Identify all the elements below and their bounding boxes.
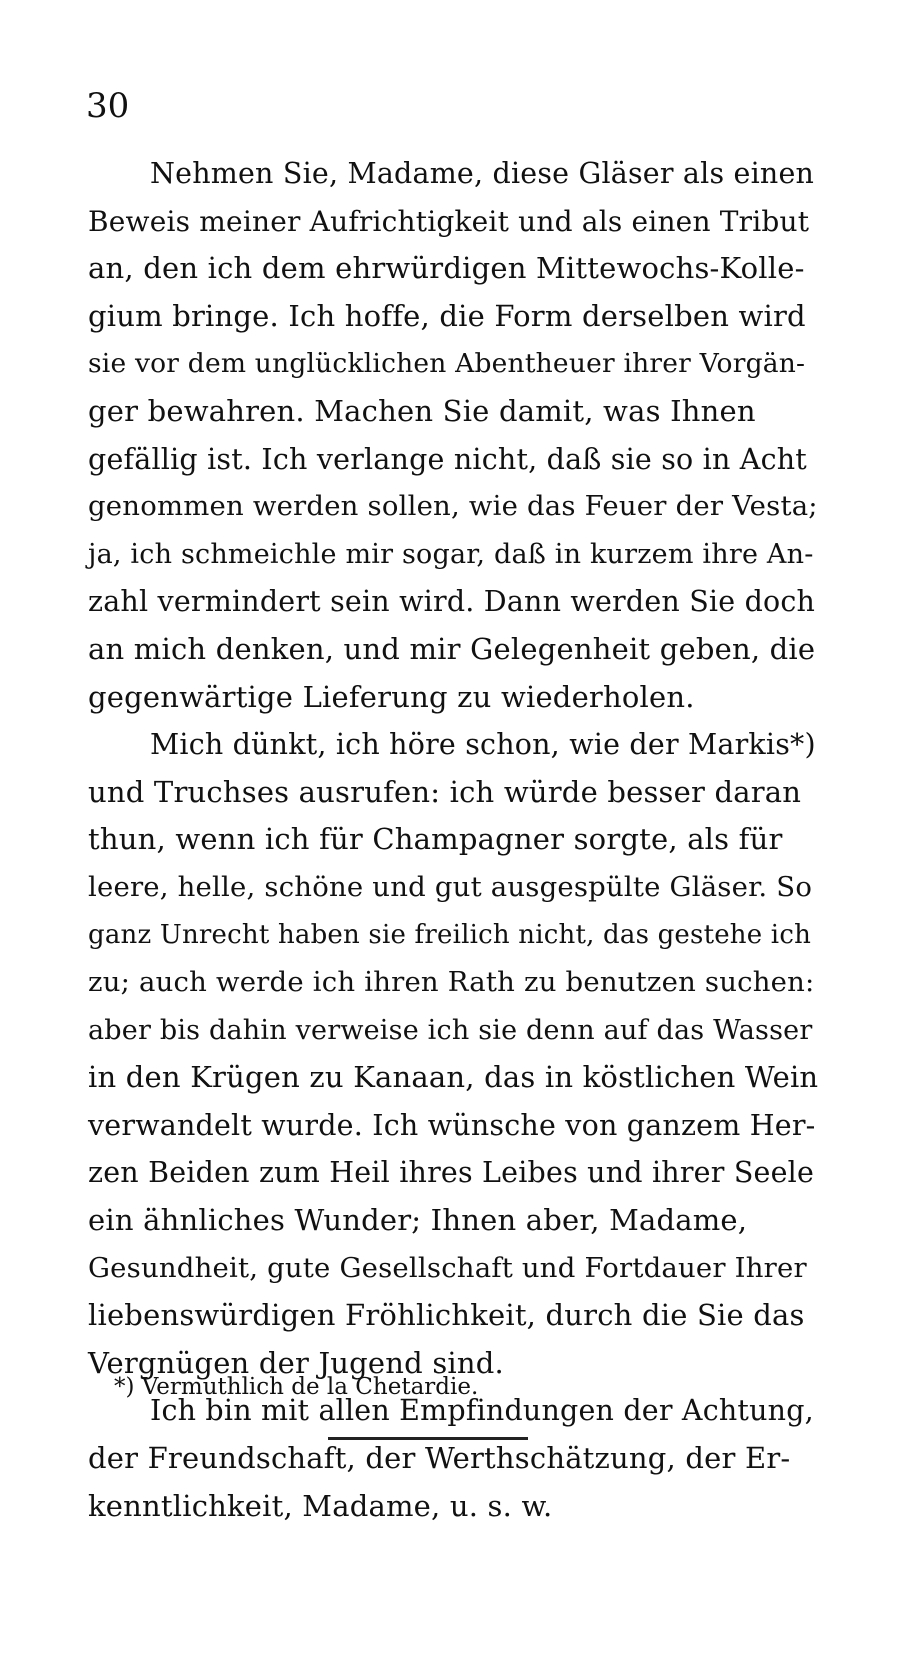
text-line: aber bis dahin verweise ich sie denn auf das Wasser (88, 1014, 813, 1046)
text-line: Mich dünkt, ich höre schon, wie der Markis*) (150, 728, 816, 762)
text-line: zen Beiden zum Heil ihres Leibes und ihrer Seele (88, 1156, 815, 1190)
body-text (88, 150, 818, 1530)
footnote: *) Vermuthlich de la Chetardie. (114, 1374, 479, 1400)
text-line: Nehmen Sie, Madame, diese Gläser als einen (150, 157, 815, 190)
text-line: verwandelt wurde. Ich wünsche von ganzem Her- (88, 1108, 816, 1142)
text-line: thun, wenn ich für Champagner sorgte, als für (88, 822, 783, 857)
text-line: zu; auch werde ich ihren Rath zu benutzen suchen: (88, 966, 815, 999)
text-line: ein ähnliches Wunder; Ihnen aber, Madame, (88, 1203, 748, 1238)
text-line: Ich bin mit allen Empfindungen der Achtung, (150, 1394, 814, 1428)
text-line: der Freundschaft, der Werthschätzung, der Er- (88, 1441, 791, 1476)
text-line: an mich denken, und mir Gelegenheit geben, die (88, 631, 816, 666)
text-line: leere, helle, schöne und gut ausgespülte Gläser. So (88, 870, 813, 903)
divider (328, 1437, 528, 1440)
text-line: sie vor dem unglücklichen Abentheuer ihrer Vorgän- (88, 348, 806, 380)
text-line: ganz Unrecht haben sie freilich nicht, das gestehe ich (88, 919, 812, 950)
text-line: gegenwärtige Lieferung zu wiederholen. (88, 679, 695, 714)
text-line: kenntlichkeit, Madame, u. s. w. (88, 1488, 553, 1523)
text-line: Gesundheit, gute Gesellschaft und Fortdauer Ihrer (88, 1251, 807, 1284)
text-line: gefällig ist. Ich verlange nicht, daß sie so in Acht (88, 442, 807, 476)
text-line: ger bewahren. Machen Sie damit, was Ihnen (88, 393, 756, 428)
text-line: an, den ich dem ehrwürdigen Mittewochs-Kolle- (88, 251, 805, 286)
text-line: ja, ich schmeichle mir sogar, daß in kurzem ihre An- (88, 538, 814, 570)
text-line: genommen werden sollen, wie das Feuer der Vesta; (88, 490, 818, 523)
text-line: in den Krügen zu Kanaan, das in köstlichen Wein (88, 1060, 819, 1095)
text-line: und Truchses ausrufen: ich würde besser daran (88, 774, 802, 809)
text-line: gium bringe. Ich hoffe, die Form derselben wird (88, 298, 806, 333)
text-line: liebenswürdigen Fröhlichkeit, durch die Sie das (88, 1298, 805, 1333)
text-line: zahl vermindert sein wird. Dann werden Sie doch (88, 585, 816, 619)
text-line: Vergnügen der Jugend sind. (88, 1345, 504, 1380)
page-number: 30 (86, 86, 130, 126)
text-line: Beweis meiner Aufrichtigkeit und als einen Tribut (88, 204, 810, 238)
